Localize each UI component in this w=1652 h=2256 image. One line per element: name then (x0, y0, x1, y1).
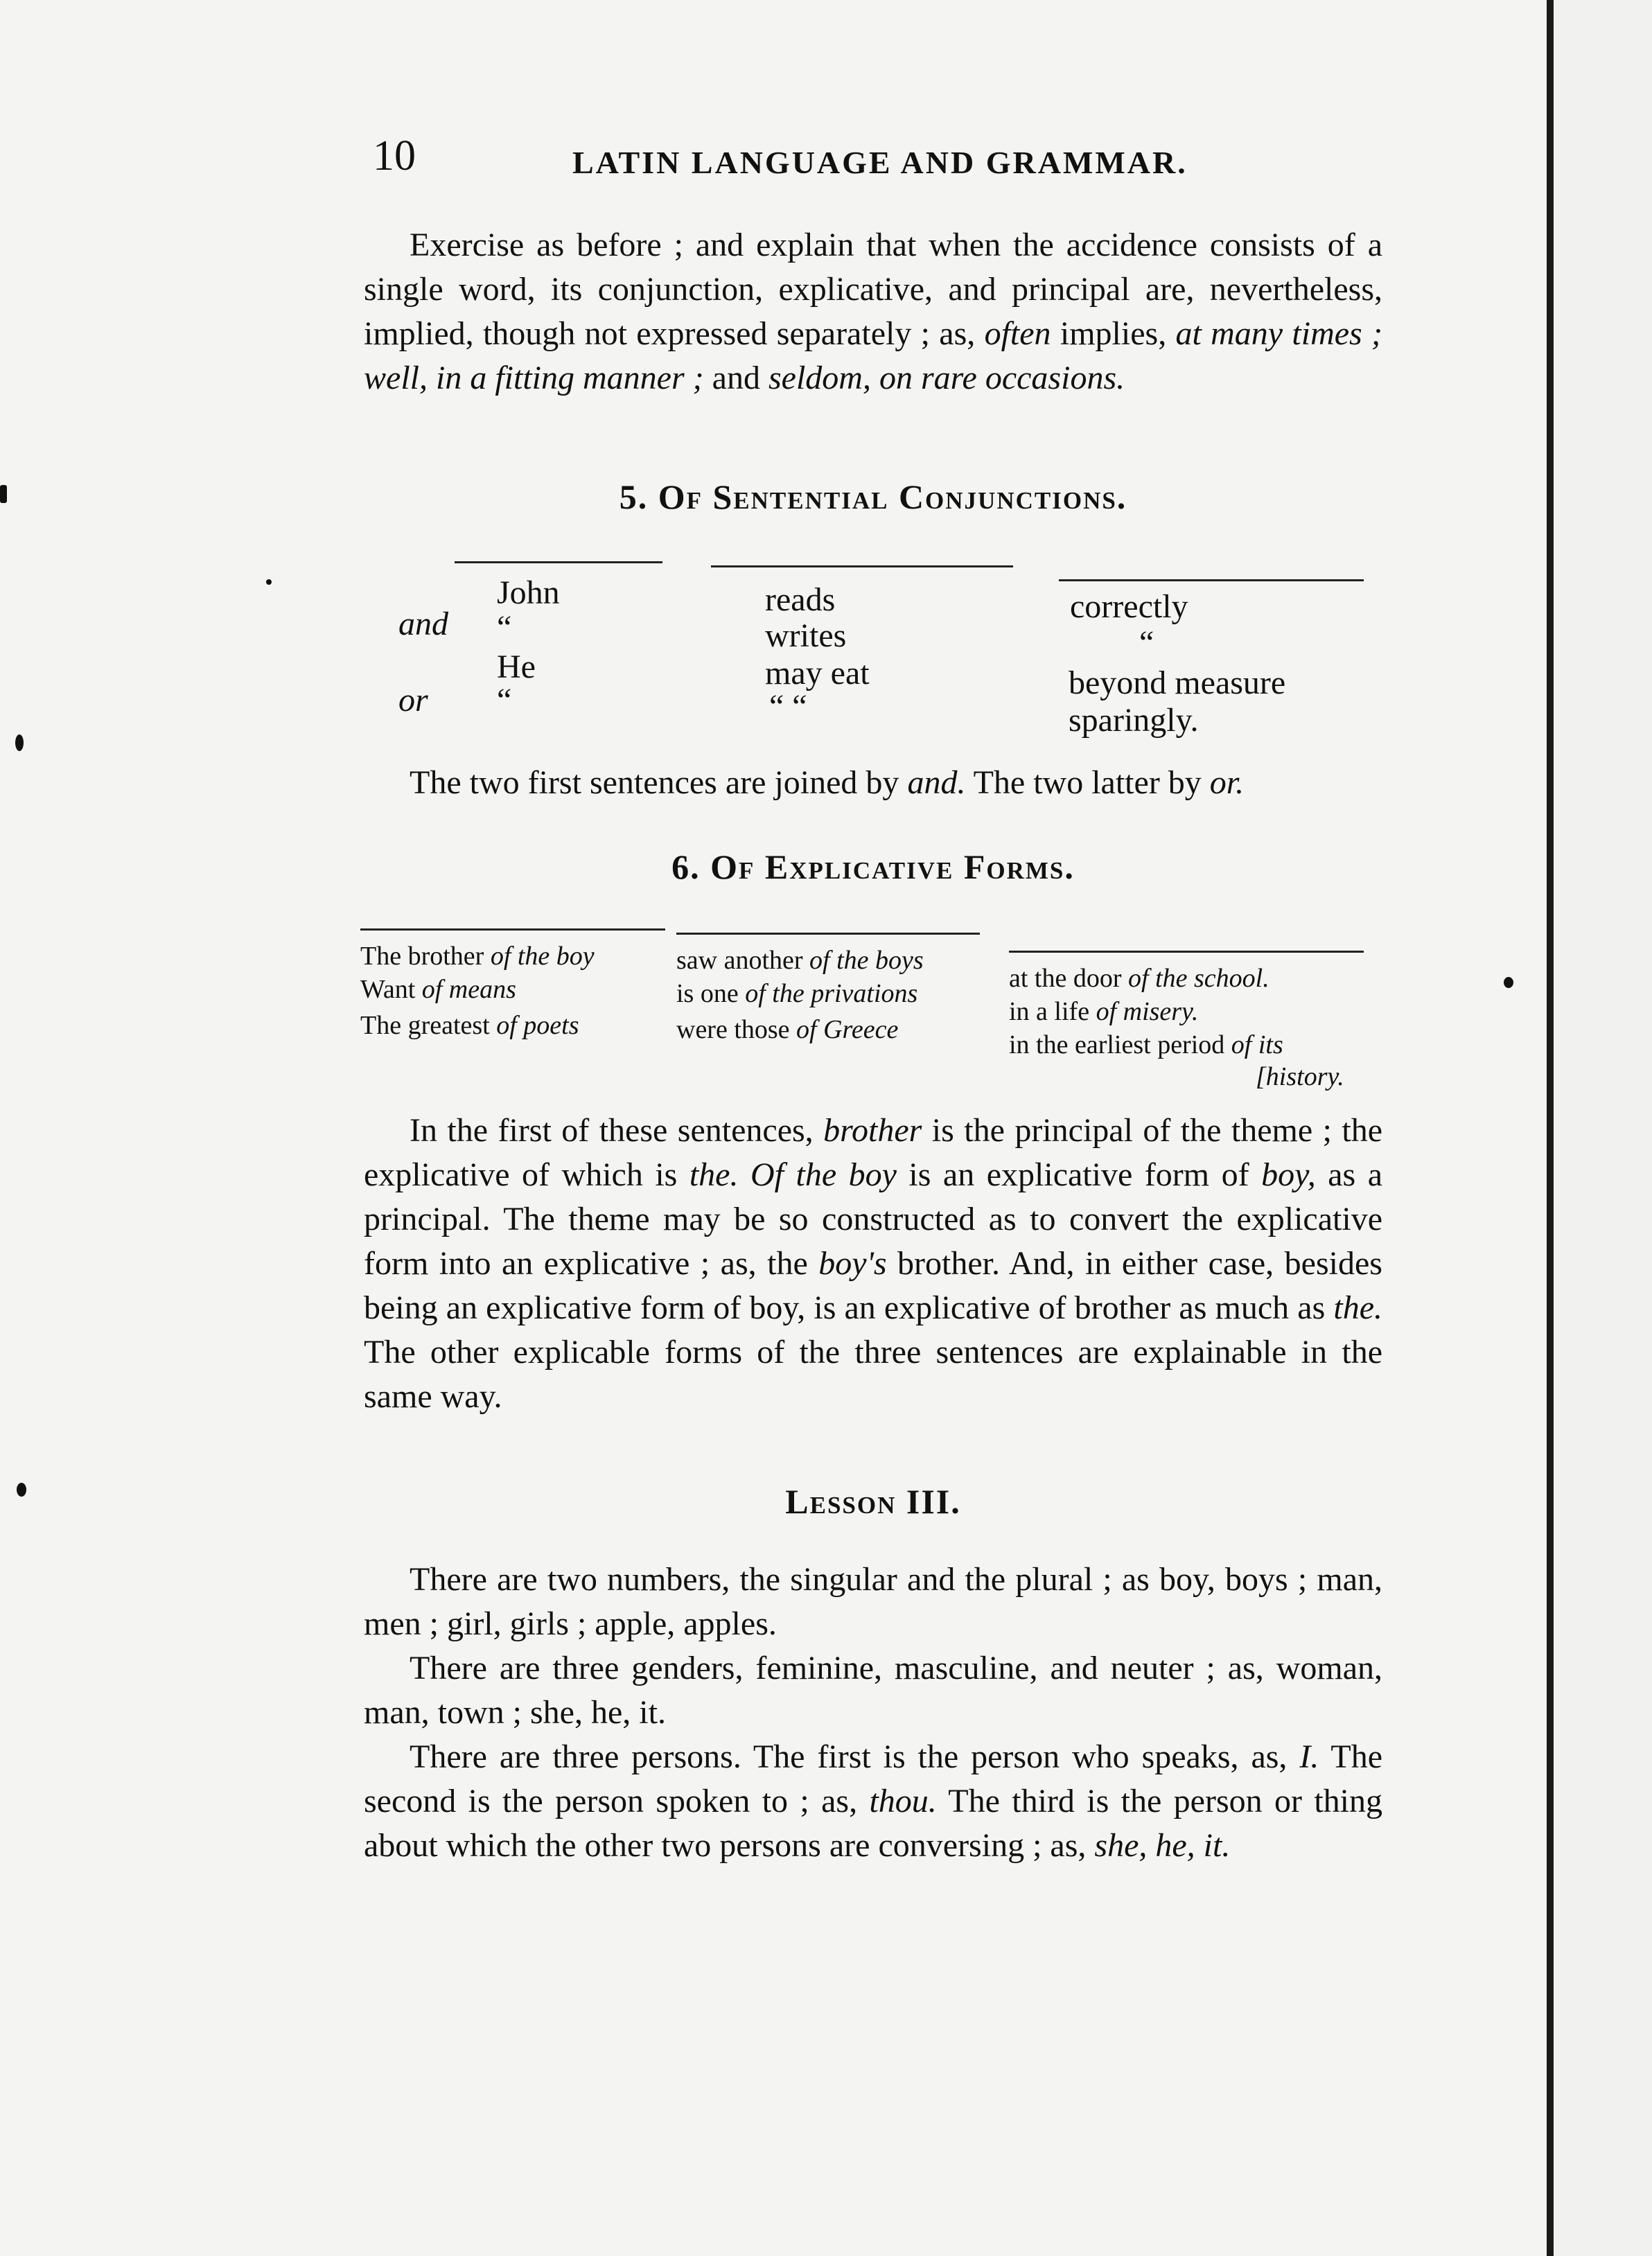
running-title: LATIN LANGUAGE AND GRAMMAR. (572, 145, 1188, 180)
text-run: is the principal of the theme ; the explicative of which is (364, 1112, 1383, 1193)
ink-speck (15, 734, 24, 751)
explicative-continuation (1256, 1060, 1344, 1093)
italic-text: and. (907, 764, 966, 801)
text-run (738, 1156, 750, 1193)
section-5-summary (364, 761, 1382, 805)
italic-text: of poets (496, 1011, 579, 1040)
row-verb: writes (765, 617, 847, 654)
italic-text: Of the boy (750, 1156, 897, 1193)
text-run: is one (676, 979, 746, 1008)
italic-text: of its (1231, 1030, 1283, 1059)
explicative-cell (676, 977, 917, 1010)
text-run: Want (360, 975, 422, 1004)
italic-text: of the privations (745, 979, 918, 1008)
text-run: in the earliest period (1009, 1030, 1231, 1059)
italic-text: of the school. (1128, 964, 1269, 993)
section-6-title: Of Explicative Forms. (710, 847, 1075, 886)
italic-text: of means (421, 975, 516, 1004)
text-run: in a life (1009, 997, 1096, 1026)
row-conjunction: or (398, 682, 428, 719)
section-6-number: 6. (671, 847, 701, 886)
text-run: were those (676, 1015, 797, 1044)
ink-speck (17, 1483, 26, 1497)
lesson-title: Lesson III. (785, 1482, 961, 1521)
italic-text: boy, (1261, 1156, 1316, 1193)
row-subject: “ (497, 609, 512, 646)
section-5-heading (364, 477, 1382, 517)
explicative-cell (1009, 995, 1198, 1028)
italic-text: of misery. (1096, 997, 1199, 1026)
section-5-title: Of Sentential Conjunctions. (658, 477, 1127, 516)
text-run: The brother (360, 942, 491, 971)
explicative-cell (676, 1013, 898, 1046)
explicative-cell (360, 973, 516, 1006)
row-adverb: “ (1139, 624, 1154, 661)
row-adverb: sparingly. (1069, 702, 1199, 739)
text-run: There are three persons. The first is the person who speaks, as, (410, 1738, 1300, 1775)
text-run: There are two numbers, the singular and the plural ; as boy, boys ; man, men ; girl, girls ; apple, apples. (364, 1561, 1382, 1642)
adjacent-page-edge (1554, 0, 1652, 2256)
row-verb: “ “ (769, 688, 807, 725)
row-adverb: beyond measure (1069, 664, 1286, 701)
section-5-number: 5. (619, 477, 649, 516)
row-conjunction: and (398, 606, 448, 642)
text-run: In the first of these sentences, (410, 1112, 824, 1149)
text-run: implies, (1051, 315, 1176, 352)
lesson-paragraph-numbers (364, 1558, 1382, 1646)
explicative-cell (1009, 1028, 1283, 1061)
text-run: The other explicable forms of the three sentences are explainable in the same way. (364, 1334, 1382, 1415)
italic-text: I. (1299, 1738, 1319, 1775)
text-run: The two latter by (965, 764, 1210, 801)
lesson-heading (364, 1481, 1382, 1522)
italic-text: often (984, 315, 1051, 352)
rule-col-3 (1009, 951, 1364, 953)
italic-text: she, he, it. (1094, 1827, 1231, 1864)
explicative-explanation (364, 1109, 1382, 1419)
intro-paragraph (364, 223, 1382, 400)
rule-subject (455, 561, 662, 563)
ink-speck (1504, 977, 1513, 988)
italic-text: of the boys (809, 946, 924, 975)
italic-text: [history. (1256, 1062, 1344, 1091)
row-subject: “ (497, 682, 512, 719)
row-subject: He (497, 649, 536, 685)
rule-col-2 (676, 933, 980, 935)
rule-verb (711, 565, 1013, 567)
text-run: as a principal. The theme may be so constructed as to convert the explicative form into an explicative ; as, the (364, 1156, 1382, 1282)
text-run: There are three genders, feminine, masculine, and neuter ; as, woman, man, town ; she, he, it. (364, 1650, 1382, 1731)
italic-text: or. (1209, 764, 1245, 801)
row-verb: may eat (765, 655, 870, 691)
text-run: brother. And, in either case, besides being an explicative form of boy, is an explicative of brother as much as (364, 1245, 1382, 1326)
text-run: Exercise as before ; and explain that when the accidence consists of a single word, its conjunction, explicative, and principal are, nevertheless, implied, though not expressed separately ; as, (364, 227, 1382, 352)
italic-text: brother (823, 1112, 922, 1149)
row-adverb: correctly (1070, 588, 1188, 625)
page-number: 10 (373, 132, 416, 179)
rule-col-1 (360, 928, 665, 931)
text-run: The second is the person spoken to ; as, (364, 1738, 1382, 1819)
explicative-cell (360, 1009, 579, 1042)
italic-text: of Greece (796, 1015, 899, 1044)
explicative-cell (360, 940, 595, 973)
section-6-heading (364, 847, 1382, 887)
text-run: saw another (676, 946, 810, 975)
italic-text: of the boy (490, 942, 595, 971)
text-run: is an explicative form of (896, 1156, 1262, 1193)
italic-text: seldom, on rare occasions. (768, 360, 1125, 396)
italic-text: thou. (869, 1783, 937, 1819)
ink-speck (266, 579, 272, 585)
lesson-paragraph-genders (364, 1646, 1382, 1735)
ink-speck (0, 485, 7, 503)
text-run: The two first sentences are joined by (410, 764, 908, 801)
page-header (0, 132, 1547, 187)
rule-adverb (1059, 579, 1364, 581)
row-subject: John (497, 574, 560, 611)
text-run: at the door (1009, 964, 1129, 993)
italic-text: boy's (818, 1245, 887, 1282)
text-run: The third is the person or thing about which the other two persons are conversing ; as, (364, 1783, 1382, 1864)
italic-text: at many times ; well, in a fitting manner ; (364, 315, 1383, 396)
lesson-paragraph-persons (364, 1735, 1382, 1868)
text-run: and (703, 360, 768, 396)
explicative-cell (676, 944, 924, 977)
explicative-cell (1009, 962, 1269, 995)
italic-text: the. (689, 1156, 739, 1193)
italic-text: the. (1333, 1289, 1382, 1326)
row-verb: reads (765, 581, 836, 618)
text-run: The greatest (360, 1011, 497, 1040)
